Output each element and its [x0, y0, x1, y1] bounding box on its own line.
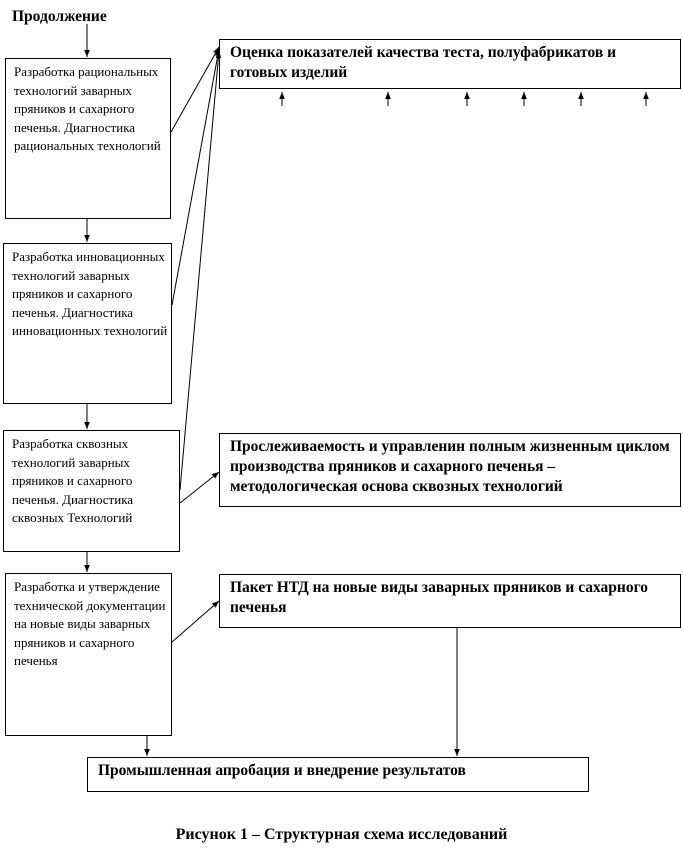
arrow-step3-to-traceability	[180, 472, 219, 503]
left-step-technical-documentation: Разработка и утверждение технической документации на новые виды заварных пряников и сахарного печенья	[5, 573, 172, 736]
arrow-step3-to-quality	[180, 51, 219, 490]
industrial-testing-block: Промышленная апробация и внедрение результатов	[87, 757, 589, 792]
left-step-rational-tech: Разработка рациональных технологий заварных пряников и сахарного печенья. Диагностика рациональных технологий	[5, 58, 171, 219]
quality-assessment-block: Оценка показателей качества теста, полуфабрикатов и готовых изделий	[219, 39, 681, 89]
arrow-step2-to-quality	[172, 49, 219, 305]
left-step-innovative-tech: Разработка инновационных технологий заварных пряников и сахарного печенья. Диагностика инновационных технологий	[3, 243, 172, 404]
left-step-end-to-end-tech: Разработка сквозных технологий заварных пряников и сахарного печенья. Диагностика сквозных Технологий	[3, 430, 180, 552]
figure-caption: Рисунок 1 – Структурная схема исследований	[175, 826, 508, 843]
traceability-block: Прослеживаемость и управленин полным жизненным циклом производства пряников и сахарного печенья – методологическая основа сквозных технологий	[219, 433, 681, 507]
continuation-label: Продолжение	[12, 8, 107, 25]
arrow-step4-to-ntd	[172, 601, 219, 642]
ntd-package-block: Пакет НТД на новые виды заварных пряников и сахарного печенья	[219, 574, 681, 628]
